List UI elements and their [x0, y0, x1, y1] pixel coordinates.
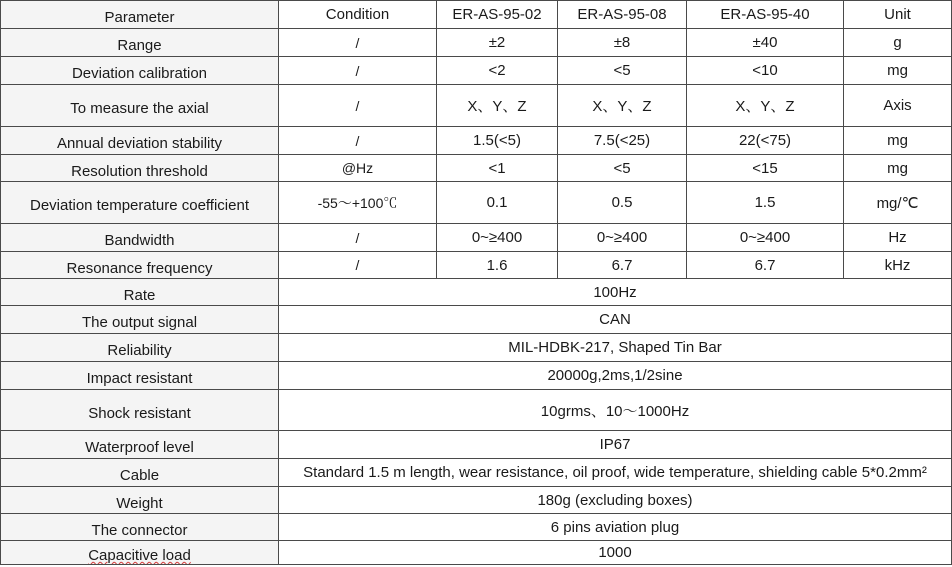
value-cell: 7.5(<25) [558, 127, 687, 155]
header-model-40: ER-AS-95-40 [687, 1, 844, 29]
param-label: Resonance frequency [1, 252, 279, 279]
condition-cell: / [279, 224, 437, 252]
header-model-02: ER-AS-95-02 [437, 1, 558, 29]
value-cell: <5 [558, 155, 687, 182]
param-label: Range [1, 29, 279, 57]
table-row [1, 57, 952, 85]
param-label: Rate [1, 279, 279, 306]
merged-row [1, 459, 952, 487]
table-row [1, 155, 952, 182]
header-parameter: Parameter [1, 1, 279, 29]
merged-row [1, 390, 952, 431]
merged-row [1, 514, 952, 541]
param-label: Waterproof level [1, 431, 279, 459]
merged-row [1, 334, 952, 362]
value-cell: 6.7 [558, 252, 687, 279]
merged-value: 180g (excluding boxes) [279, 487, 952, 514]
unit-cell: mg [844, 57, 952, 85]
condition-cell: / [279, 85, 437, 127]
value-cell: 22(<75) [687, 127, 844, 155]
param-label: Annual deviation stability [1, 127, 279, 155]
param-label: To measure the axial [1, 85, 279, 127]
merged-row [1, 431, 952, 459]
merged-value: 100Hz [279, 279, 952, 306]
merged-value: 20000g,2ms,1/2sine [279, 362, 952, 390]
unit-cell: kHz [844, 252, 952, 279]
param-label: Deviation temperature coefficient [1, 182, 279, 224]
param-label: Bandwidth [1, 224, 279, 252]
value-cell: X、Y、Z [437, 85, 558, 127]
value-cell: ±8 [558, 29, 687, 57]
table-row [1, 85, 952, 127]
param-label: The connector [1, 514, 279, 541]
header-condition: Condition [279, 1, 437, 29]
unit-cell: Axis [844, 85, 952, 127]
table-row [1, 29, 952, 57]
param-label: Cable [1, 459, 279, 487]
unit-cell: g [844, 29, 952, 57]
value-cell: ±2 [437, 29, 558, 57]
unit-cell: mg/℃ [844, 182, 952, 224]
param-label: Deviation calibration [1, 57, 279, 85]
unit-cell: Hz [844, 224, 952, 252]
value-cell: X、Y、Z [687, 85, 844, 127]
table-row [1, 252, 952, 279]
merged-value: 1000 [279, 541, 952, 565]
merged-value: Standard 1.5 m length, wear resistance, oil proof, wide temperature, shielding cable 5*0.2mm² [279, 459, 952, 487]
unit-cell: mg [844, 127, 952, 155]
value-cell: <15 [687, 155, 844, 182]
merged-row [1, 279, 952, 306]
merged-value: 10grms、10～1000Hz [279, 390, 952, 431]
value-cell: ±40 [687, 29, 844, 57]
header-unit: Unit [844, 1, 952, 29]
condition-cell: @Hz [279, 155, 437, 182]
value-cell: X、Y、Z [558, 85, 687, 127]
header-model-08: ER-AS-95-08 [558, 1, 687, 29]
value-cell: <1 [437, 155, 558, 182]
param-label: The output signal [1, 306, 279, 334]
merged-value: MIL-HDBK-217, Shaped Tin Bar [279, 334, 952, 362]
merged-row [1, 362, 952, 390]
param-label: Reliability [1, 334, 279, 362]
condition-cell: / [279, 29, 437, 57]
merged-value: IP67 [279, 431, 952, 459]
param-label: Weight [1, 487, 279, 514]
merged-value: 6 pins aviation plug [279, 514, 952, 541]
value-cell: 0~≥400 [437, 224, 558, 252]
table-row [1, 224, 952, 252]
value-cell: 0~≥400 [687, 224, 844, 252]
value-cell: <2 [437, 57, 558, 85]
merged-value: CAN [279, 306, 952, 334]
condition-cell: / [279, 127, 437, 155]
param-label: Resolution threshold [1, 155, 279, 182]
condition-cell: / [279, 252, 437, 279]
merged-row [1, 487, 952, 514]
value-cell: 1.5(<5) [437, 127, 558, 155]
value-cell: <10 [687, 57, 844, 85]
condition-cell: -55～+100℃ [279, 182, 437, 224]
param-label: Impact resistant [1, 362, 279, 390]
value-cell: 1.5 [687, 182, 844, 224]
param-label: Capacitive load [1, 541, 279, 565]
table-row [1, 127, 952, 155]
value-cell: <5 [558, 57, 687, 85]
merged-row [1, 541, 952, 565]
value-cell: 0.5 [558, 182, 687, 224]
merged-row [1, 306, 952, 334]
value-cell: 0~≥400 [558, 224, 687, 252]
table-row [1, 182, 952, 224]
value-cell: 1.6 [437, 252, 558, 279]
value-cell: 0.1 [437, 182, 558, 224]
value-cell: 6.7 [687, 252, 844, 279]
unit-cell: mg [844, 155, 952, 182]
condition-cell: / [279, 57, 437, 85]
header-row [1, 1, 952, 29]
param-label: Shock resistant [1, 390, 279, 431]
